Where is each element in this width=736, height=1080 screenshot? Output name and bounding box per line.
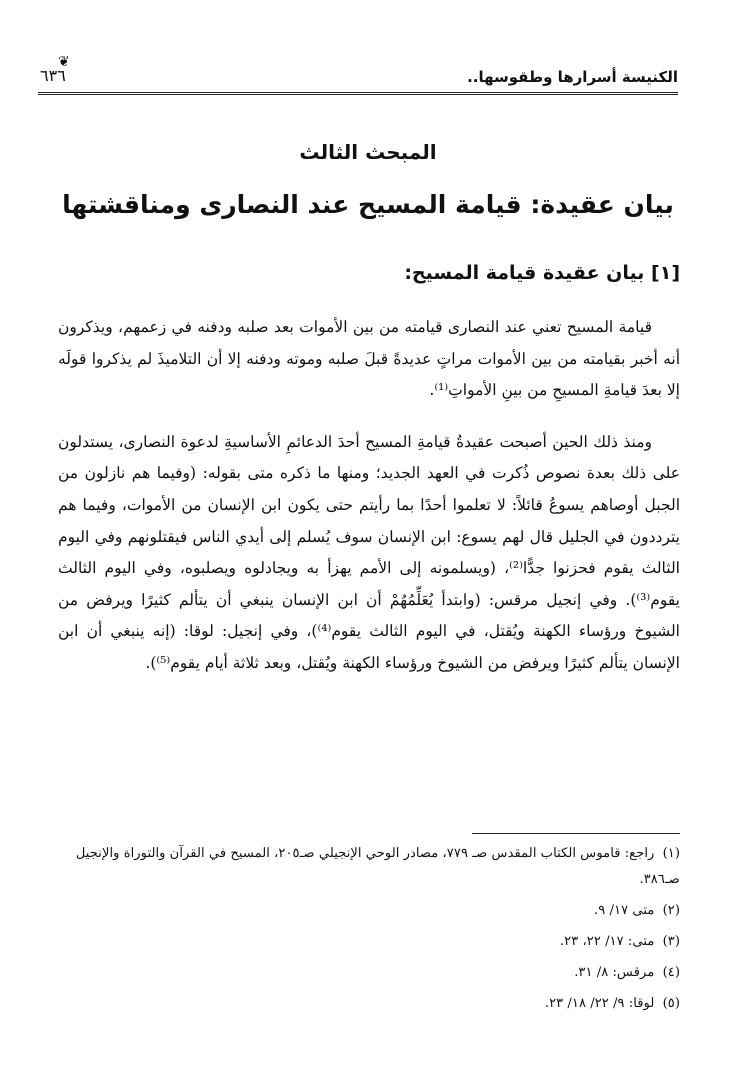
footnote-text: مرقس: ٨/ ٣١. [574,965,655,980]
footnote-number: (٣) [662,934,680,949]
footnote-number: (٤) [662,965,680,980]
footnote-separator [472,833,680,834]
footnote-text: متى ١٧/ ٩. [594,903,655,918]
footnote-text: راجع: قاموس الكتاب المقدس صـ ٧٧٩، مصادر الوحي الإنجيلي صـ٢٠٥، المسيح في القرآن والتوراة والإنجيل صـ٣٨٦. [75,846,680,887]
paragraph: قيامة المسيح تعني عند النصارى قيامته من بين الأموات بعد صلبه ودفنه في زعمهم، ويذكرون أنه أخبر بقيامته من بين الأموات مراتٍ عديدةً قبلَ صلبه وموته ودفنه إلا أن التلاميذَ لم يذكروا قولَه إلا بعدَ قيامةِ المسيحِ من بينِ الأمواتِ⁽¹⁾. [58,318,680,400]
subheading: [١] بيان عقيدة قيامة المسيح: [404,262,680,284]
paragraph: ومنذ ذلك الحين أصبحت عقيدةُ قيامةِ المسيح أحدَ الدعائمِ الأساسيةِ لدعوة النصارى، يستدلون على ذلك بعدة نصوص ذُكرت في العهد الجديد؛ ومنها ما ذكره متى بقوله: (وفيما هم نازلون من الجبل أوصاهم يسوعُ قائلاً: لا تعلموا أحدًا بما رأيتم حتى يكون ابن الإنسان من الأموات، وفيما هم يترددون في الجليل قال لهم يسوع: ابن الإنسان سوف يُسلم إلى أيدي الناس فيقتلونهم وفي اليوم الثالث يقوم فحزنوا جدًّا⁽²⁾، (ويسلمونه إلى الأمم يهزأ به ويجادلوه ويصلبوه، وفي اليوم الثالث يقوم⁽³⁾). وفي إنجيل مرقس: (وابتدأ يُعَلِّمُهُمْ أن ابن الإنسان ينبغي أن يتألم كثيرًا ويرفض من الشيوخ ورؤساء الكهنة ويُقتل، في اليوم الثالث يقوم⁽⁴⁾)، وفي إنجيل: لوقا: (إنه ينبغي أن ابن الإنسان يتألم كثيرًا ويرفض من الشيوخ ورؤساء الكهنة ويُقتل، وبعد ثلاثة أيام يقوم⁽⁵⁾). [58,432,680,672]
footnotes [58,841,680,1022]
page-number: ٦٣٦ [40,66,66,85]
footnote-number: (١) [662,846,680,861]
body-text [58,312,680,680]
footnote-text: لوقا: ٩/ ٢٢/ ١٨/ ٢٣. [544,996,655,1011]
footnote-number: (٥) [662,996,680,1011]
section-label: المبحث الثالث [299,140,437,164]
footnote-text: متى: ١٧/ ٢٢، ٢٣. [559,934,655,949]
footnote [58,991,680,1017]
footnote [58,841,680,893]
running-header [38,54,678,95]
running-title: الكنيسة أسرارها وطقوسها.. [467,68,678,86]
footnote-number: (٢) [662,903,680,918]
ornament-icon: ❦ [58,54,70,70]
footnote [58,929,680,955]
chapter-title: بيان عقيدة: قيامة المسيح عند النصارى ومناقشتها [62,190,674,219]
footnote [58,898,680,924]
footnote [58,960,680,986]
